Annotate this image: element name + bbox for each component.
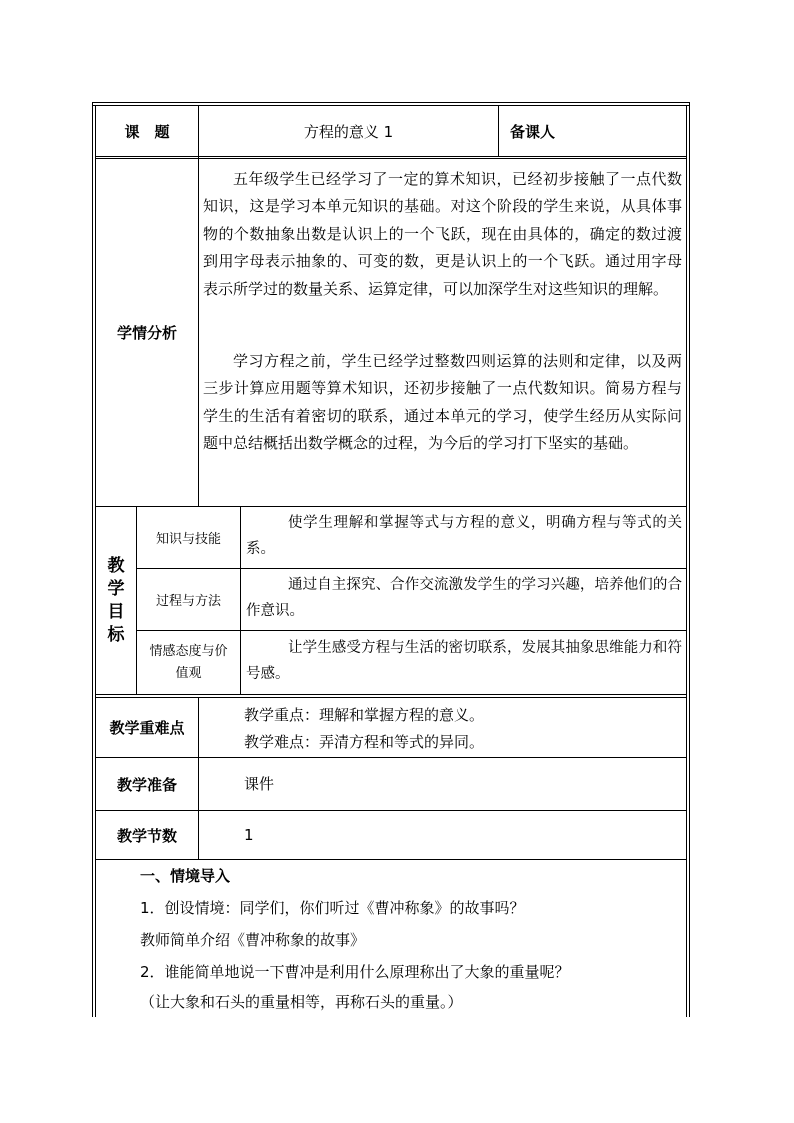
objective-label-emotion xyxy=(137,631,240,694)
objectives-label-char: 学 xyxy=(107,578,125,599)
objectives-label-char: 标 xyxy=(107,624,125,645)
objective-text-process: 通过自主探究、合作交流激发学生的学习兴趣，培养他们的合作意识。 xyxy=(246,577,682,619)
preparer-label: 备课人 xyxy=(510,122,556,141)
analysis-paragraph-1: 五年级学生已经学习了一定的算术知识，已经初步接触了一点代数知识，这是学习本单元知识的基础。对这个阶段的学生来说，从具体事物的个数抽象出数是认识上的一个飞跃，现在由具体的，确定的数过渡到用字母表示抽象的、可变的数，更是认识上的一个飞跃。通过用字母表示所学过的数量关系、运算定律，可以加深学生对这些知识的理解。 xyxy=(203,170,682,298)
course-label: 课 题 xyxy=(124,122,170,141)
preparation-label: 教学准备 xyxy=(116,775,177,794)
preparation-value: 课件 xyxy=(244,775,275,793)
process-line: 2．谁能简单地说一下曹冲是利用什么原理称出了大象的重量呢？ xyxy=(140,963,570,981)
objectives-label-char: 目 xyxy=(107,601,125,622)
process-line: 1．创设情境：同学们，你们听过《曹冲称象》的故事吗？ xyxy=(140,899,525,917)
periods-label: 教学节数 xyxy=(116,826,177,845)
process-line: （让大象和石头的重量相等，再称石头的重量。） xyxy=(140,993,463,1011)
analysis-paragraph-2: 学习方程之前，学生已经学过整数四则运算的法则和定律，以及两三步计算应用题等算术知识，还初步接触了一点代数知识。简易方程与学生的生活有着密切的联系，通过本单元的学习，使学生经历从实际问题中总结概括出数学概念的过程，为今后的学习打下坚实的基础。 xyxy=(203,352,682,453)
objective-label-emotion-line: 情感态度与价 xyxy=(149,643,228,659)
objective-label-knowledge: 知识与技能 xyxy=(155,532,221,547)
lesson-plan-table xyxy=(92,102,690,1017)
periods-value: 1 xyxy=(244,826,254,844)
objective-text-knowledge: 使学生理解和掌握等式与方程的意义，明确方程与等式的关系。 xyxy=(246,515,682,557)
objectives-label-char: 教 xyxy=(107,555,125,576)
process-heading: 一、情境导入 xyxy=(140,867,231,885)
key-point-line: 教学重点：理解和掌握方程的意义。 xyxy=(244,706,485,724)
preparer-value[interactable] xyxy=(572,106,686,156)
key-points-label: 教学重难点 xyxy=(109,719,185,737)
objectives-label xyxy=(96,507,136,694)
analysis-label: 学情分析 xyxy=(116,324,177,342)
course-title: 方程的意义 1 xyxy=(303,122,394,141)
process-line: 教师简单介绍《曹冲称象的故事》 xyxy=(140,931,366,949)
objective-label-process: 过程与方法 xyxy=(155,594,221,609)
objective-label-emotion-line: 值观 xyxy=(175,665,202,681)
difficult-point-line: 教学难点：弄清方程和等式的异同。 xyxy=(244,733,485,751)
objective-text-emotion: 让学生感受方程与生活的密切联系，发展其抽象思维能力和符号感。 xyxy=(246,640,682,682)
